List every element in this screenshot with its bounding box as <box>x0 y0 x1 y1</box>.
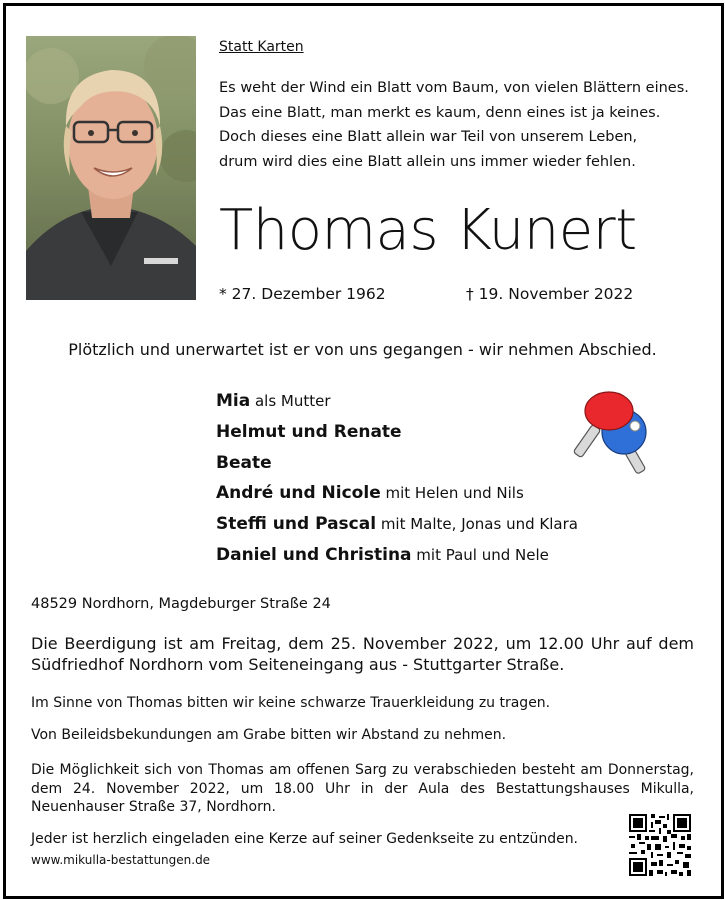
note-clothing: Im Sinne von Thomas bitten wir keine schwarze Trauerkleidung zu tragen. <box>31 695 551 711</box>
portrait-photo <box>26 36 196 300</box>
family-member <box>216 448 578 479</box>
poem-line: Das eine Blatt, man merkt es kaum, denn eines ist ja keines. <box>219 104 661 121</box>
website-link[interactable]: www.mikulla-bestattungen.de <box>31 853 211 867</box>
family-main-name: André und Nicole <box>216 483 381 504</box>
family-main-name: Mia <box>216 391 251 411</box>
family-member <box>216 478 578 509</box>
table-tennis-icon <box>568 388 668 483</box>
family-main-name: Helmut und Renate <box>216 421 402 442</box>
qr-code-icon[interactable] <box>627 812 693 878</box>
poem-line: Es weht der Wind ein Blatt vom Baum, von vielen Blättern eines. <box>219 80 689 96</box>
family-relation: mit Paul und Nele <box>411 545 549 564</box>
family-main-name: Steffi und Pascal <box>216 514 377 535</box>
note-condolences: Von Beileidsbekundungen am Grabe bitten wir Abstand zu nehmen. <box>31 727 507 743</box>
family-member <box>216 417 578 448</box>
intro-text: Plötzlich und unerwartet ist er von uns gegangen - wir nehmen Abschied. <box>68 340 657 359</box>
poem-line: drum wird dies eine Blatt allein uns immer wieder fehlen. <box>219 153 636 170</box>
address: 48529 Nordhorn, Magdeburger Straße 24 <box>31 596 331 612</box>
poem-line: Doch dieses eine Blatt allein war Teil von unserem Leben, <box>219 129 638 145</box>
header-label: Statt Karten <box>219 39 304 55</box>
birth-date: * 27. Dezember 1962 <box>219 285 386 303</box>
note-candle: Jeder ist herzlich eingeladen eine Kerze auf seiner Gedenkseite zu entzünden. <box>31 831 579 847</box>
family-relation: mit Malte, Jonas und Klara <box>376 515 578 534</box>
family-member <box>216 540 578 571</box>
family-member <box>216 386 578 417</box>
funeral-info: Die Beerdigung ist am Freitag, dem 25. November 2022, um 12.00 Uhr auf dem Südfriedhof Nordhorn vom Seiteneingang aus - Stuttgarter Straße. <box>31 634 694 674</box>
family-relation: mit Helen und Nils <box>380 484 524 503</box>
note-viewing: Die Möglichkeit sich von Thomas am offenen Sarg zu verabschieden besteht am Donnerstag, dem 24. November 2022, um 18.00 Uhr in der Aula des Bestattungshauses Mikulla, Neuenhauser Straße 37, Nordhorn. <box>31 762 694 816</box>
family-member <box>216 509 578 540</box>
family-main-name: Daniel und Christina <box>216 544 412 565</box>
poem <box>219 76 689 174</box>
family-relation: als Mutter <box>250 392 331 410</box>
family-main-name: Beate <box>216 452 272 473</box>
deceased-name: Thomas Kunert <box>219 198 637 263</box>
family-list <box>216 386 578 571</box>
death-date: † 19. November 2022 <box>466 285 634 303</box>
